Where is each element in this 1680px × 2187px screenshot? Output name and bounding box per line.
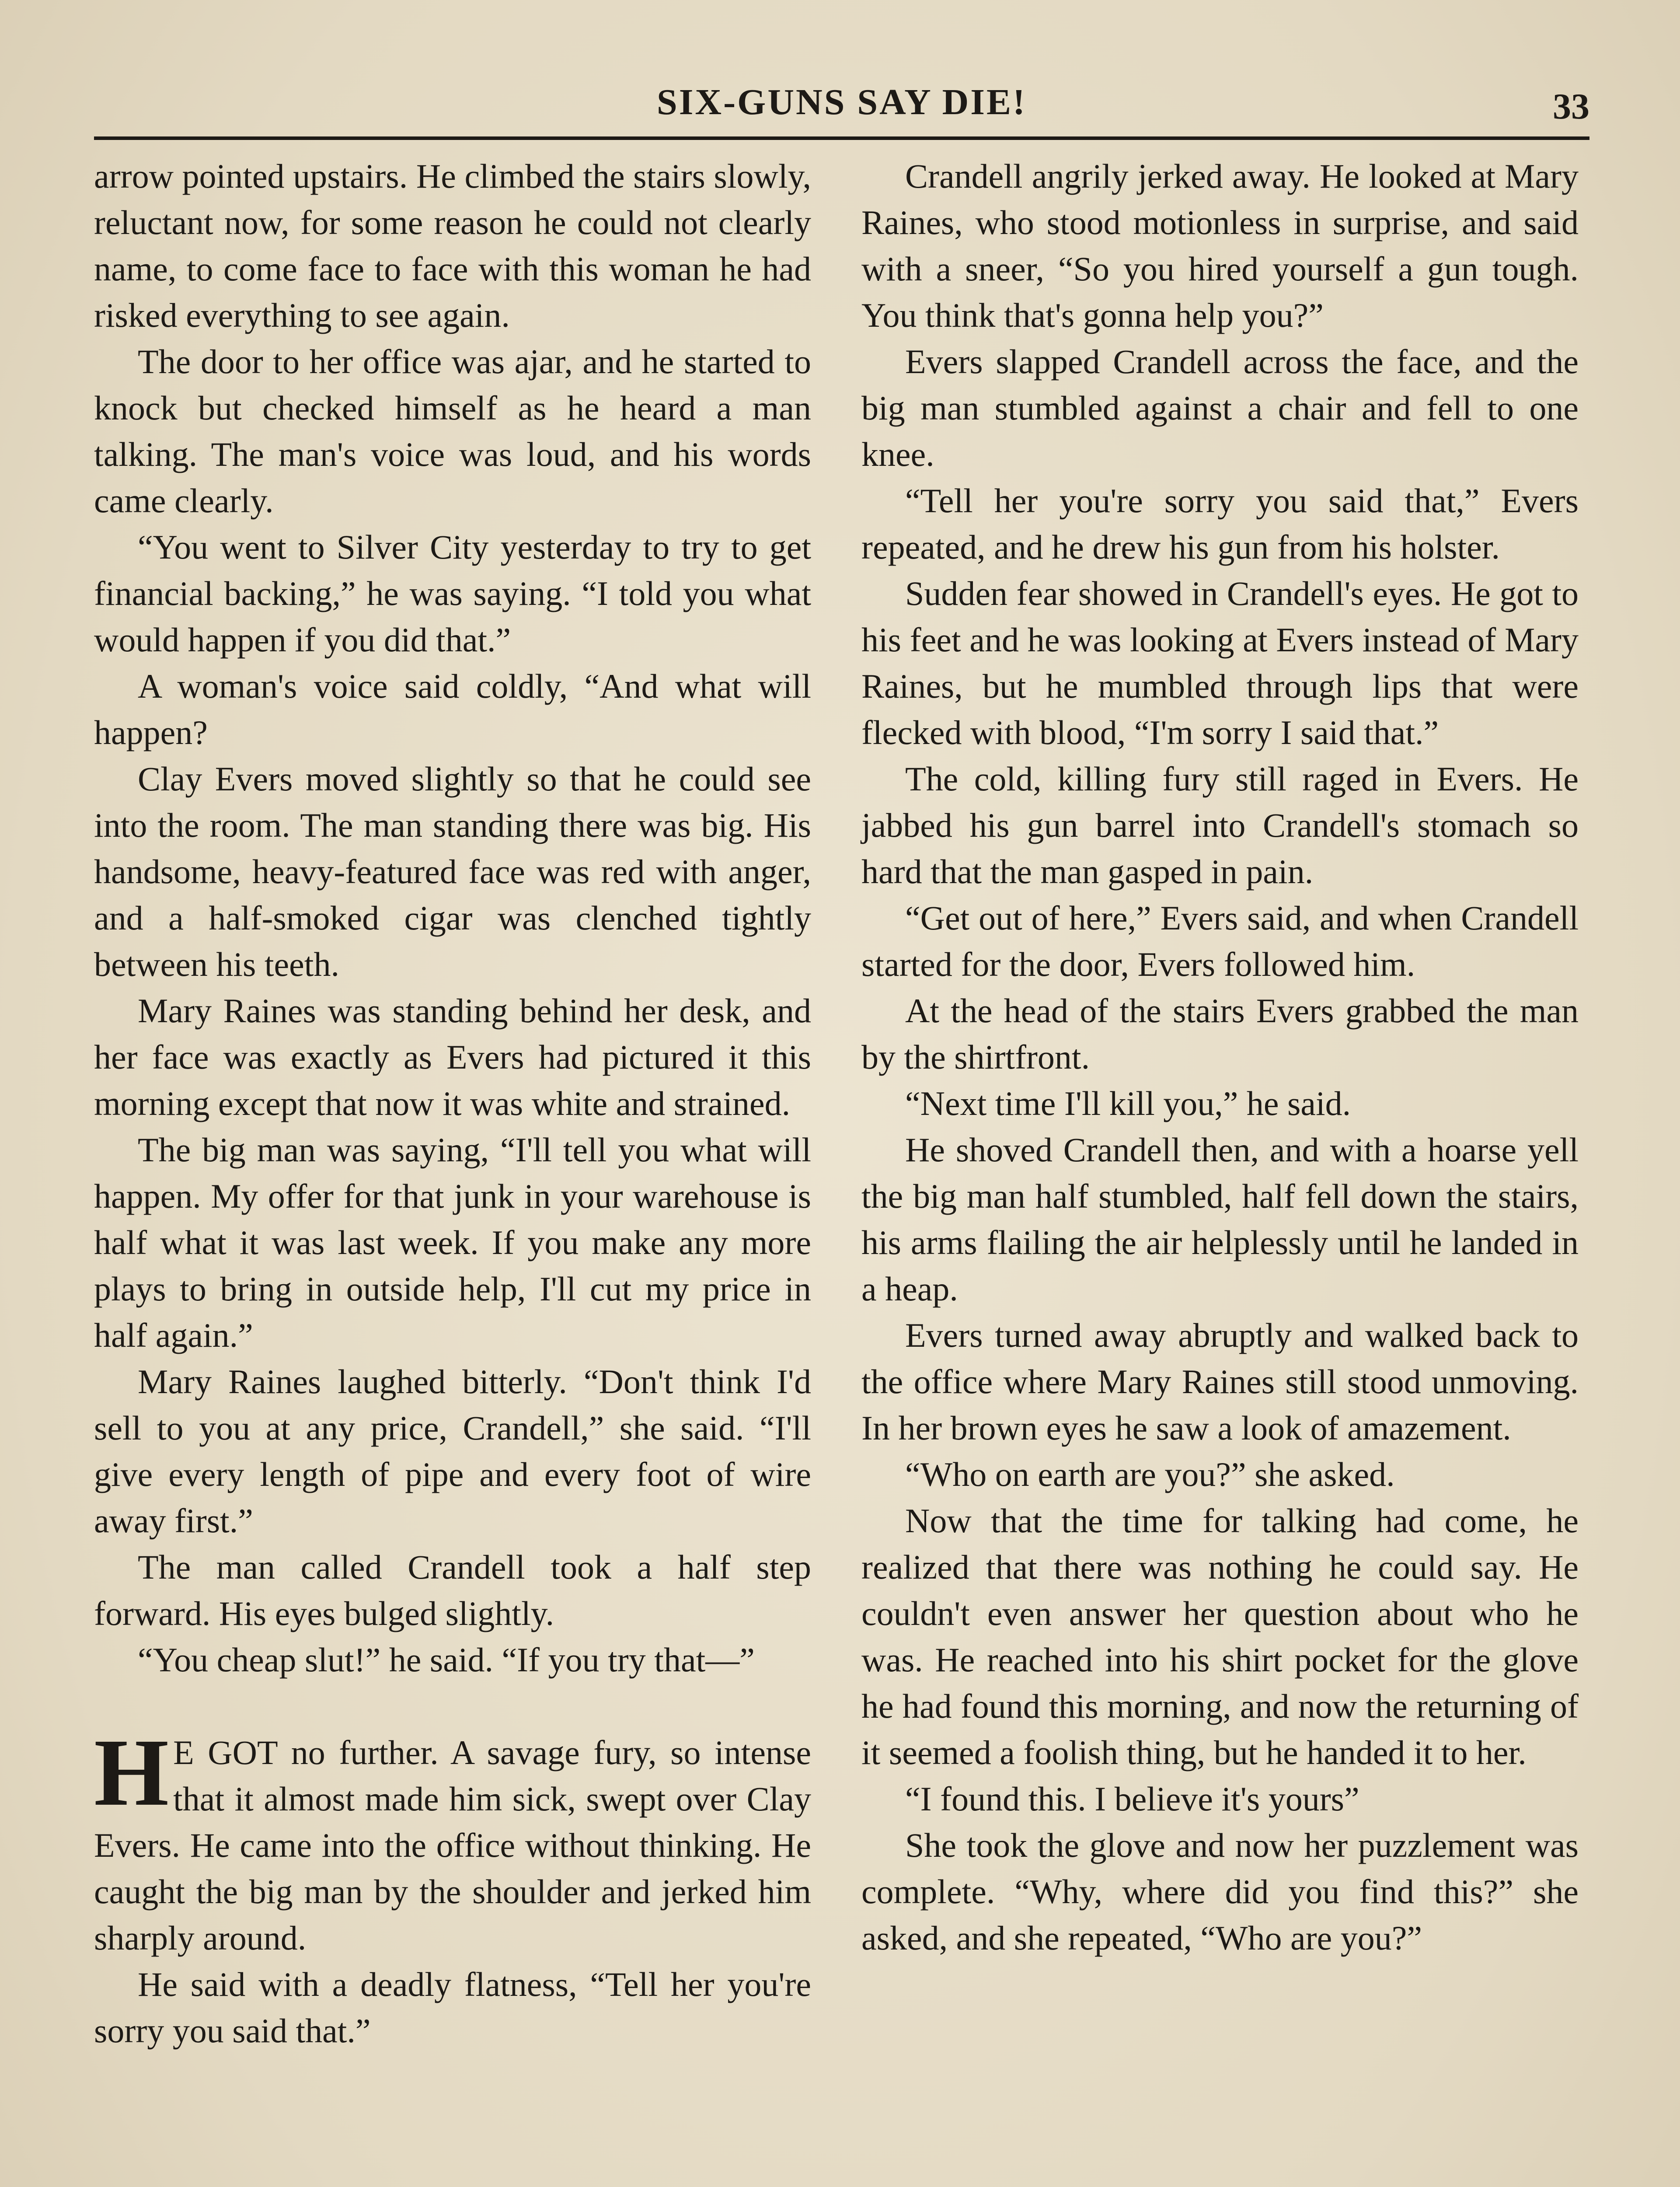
dropcap-paragraph	[94, 1719, 811, 1961]
section-break	[94, 1683, 811, 1729]
paragraph: “I found this. I believe it's yours”	[905, 1780, 1359, 1818]
drop-cap: H	[94, 1719, 169, 1826]
paragraph: “Next time I'll kill you,” he said.	[905, 1084, 1351, 1122]
paragraph: Now that the time for talking had come, he realized that there was nothing he could say. He couldn't even answer her question about who he was. He reached into his shirt pocket for the glove he had found this morning, and now the returning of it seemed a foolish thing, but he handed it to her.	[861, 1502, 1579, 1771]
paragraph: Sudden fear showed in Crandell's eyes. He got to his feet and he was looking at Evers instead of Mary Raines, but he mumbled through lips that were flecked with blood, “I'm sorry I said that.”	[861, 574, 1579, 751]
paragraph: A woman's voice said coldly, “And what will happen?	[94, 667, 811, 751]
page-number: 33	[1553, 86, 1589, 127]
left-column	[94, 153, 811, 2054]
paragraph: He said with a deadly flatness, “Tell her you're sorry you said that.”	[94, 1965, 811, 2050]
paragraph: Clay Evers moved slightly so that he could see into the room. The man standing there was big. His handsome, heavy-featured face was red with anger, and a half-smoked cigar was clenched tightly between his teeth.	[94, 760, 811, 983]
paragraph: The cold, killing fury still raged in Evers. He jabbed his gun barrel into Crandell's stomach so hard that the man gasped in pain.	[861, 760, 1579, 891]
paragraph: arrow pointed upstairs. He climbed the stairs slowly, reluctant now, for some reason he could not clearly name, to come face to face with this woman he had risked everything to see again.	[94, 157, 811, 334]
paragraph: At the head of the stairs Evers grabbed the man by the shirtfront.	[861, 992, 1579, 1076]
paragraph: Evers slapped Crandell across the face, and the big man stumbled against a chair and fell to one knee.	[861, 342, 1579, 473]
paragraph: “You went to Silver City yesterday to try to get financial backing,” he was saying. “I told you what would happen if you did that.”	[94, 528, 811, 659]
running-title: SIX-GUNS SAY DIE!	[657, 82, 1027, 122]
paragraph: Crandell angrily jerked away. He looked at Mary Raines, who stood motionless in surprise, and said with a sneer, “So you hired yourself a gun tough. You think that's gonna help you?”	[861, 157, 1579, 334]
paragraph: The big man was saying, “I'll tell you what will happen. My offer for that junk in your warehouse is half what it was last week. If you make any more plays to bring in outside help, I'll cut my price in half again.”	[94, 1131, 811, 1354]
paragraph: Mary Raines was standing behind her desk, and her face was exactly as Evers had pictured it this morning except that now it was white and strained.	[94, 992, 811, 1122]
paragraph: The door to her office was ajar, and he started to knock but checked himself as he heard a man talking. The man's voice was loud, and his words came clearly.	[94, 342, 811, 520]
header-rule	[94, 136, 1589, 140]
dropcap-paragraph-text: E GOT no further. A savage fury, so intense that it almost made him sick, swept over Clay Evers. He came into the office without thinking. He caught the big man by the shoulder and jerked him sharply around.	[94, 1733, 811, 1957]
paragraph: Mary Raines laughed bitterly. “Don't think I'd sell to you at any price, Crandell,” she said. “I'll give every length of pipe and every foot of wire away first.”	[94, 1363, 811, 1540]
paragraph: “Get out of here,” Evers said, and when Crandell started for the door, Evers followed him.	[861, 899, 1579, 983]
paragraph: He shoved Crandell then, and with a hoarse yell the big man half stumbled, half fell down the stairs, his arms flailing the air helplessly until he landed in a heap.	[861, 1131, 1579, 1308]
right-column	[861, 153, 1579, 1961]
paragraph: Evers turned away abruptly and walked back to the office where Mary Raines still stood unmoving. In her brown eyes he saw a look of amazement.	[861, 1316, 1579, 1447]
paragraph: The man called Crandell took a half step forward. His eyes bulged slightly.	[94, 1548, 811, 1632]
paragraph: “Tell her you're sorry you said that,” Evers repeated, and he drew his gun from his holster.	[861, 482, 1579, 566]
paragraph: “Who on earth are you?” she asked.	[905, 1455, 1395, 1493]
paragraph: She took the glove and now her puzzlement was complete. “Why, where did you find this?” she asked, and she repeated, “Who are you?”	[861, 1826, 1579, 1957]
paragraph: “You cheap slut!” he said. “If you try that—”	[138, 1641, 755, 1679]
page-header	[94, 77, 1589, 133]
